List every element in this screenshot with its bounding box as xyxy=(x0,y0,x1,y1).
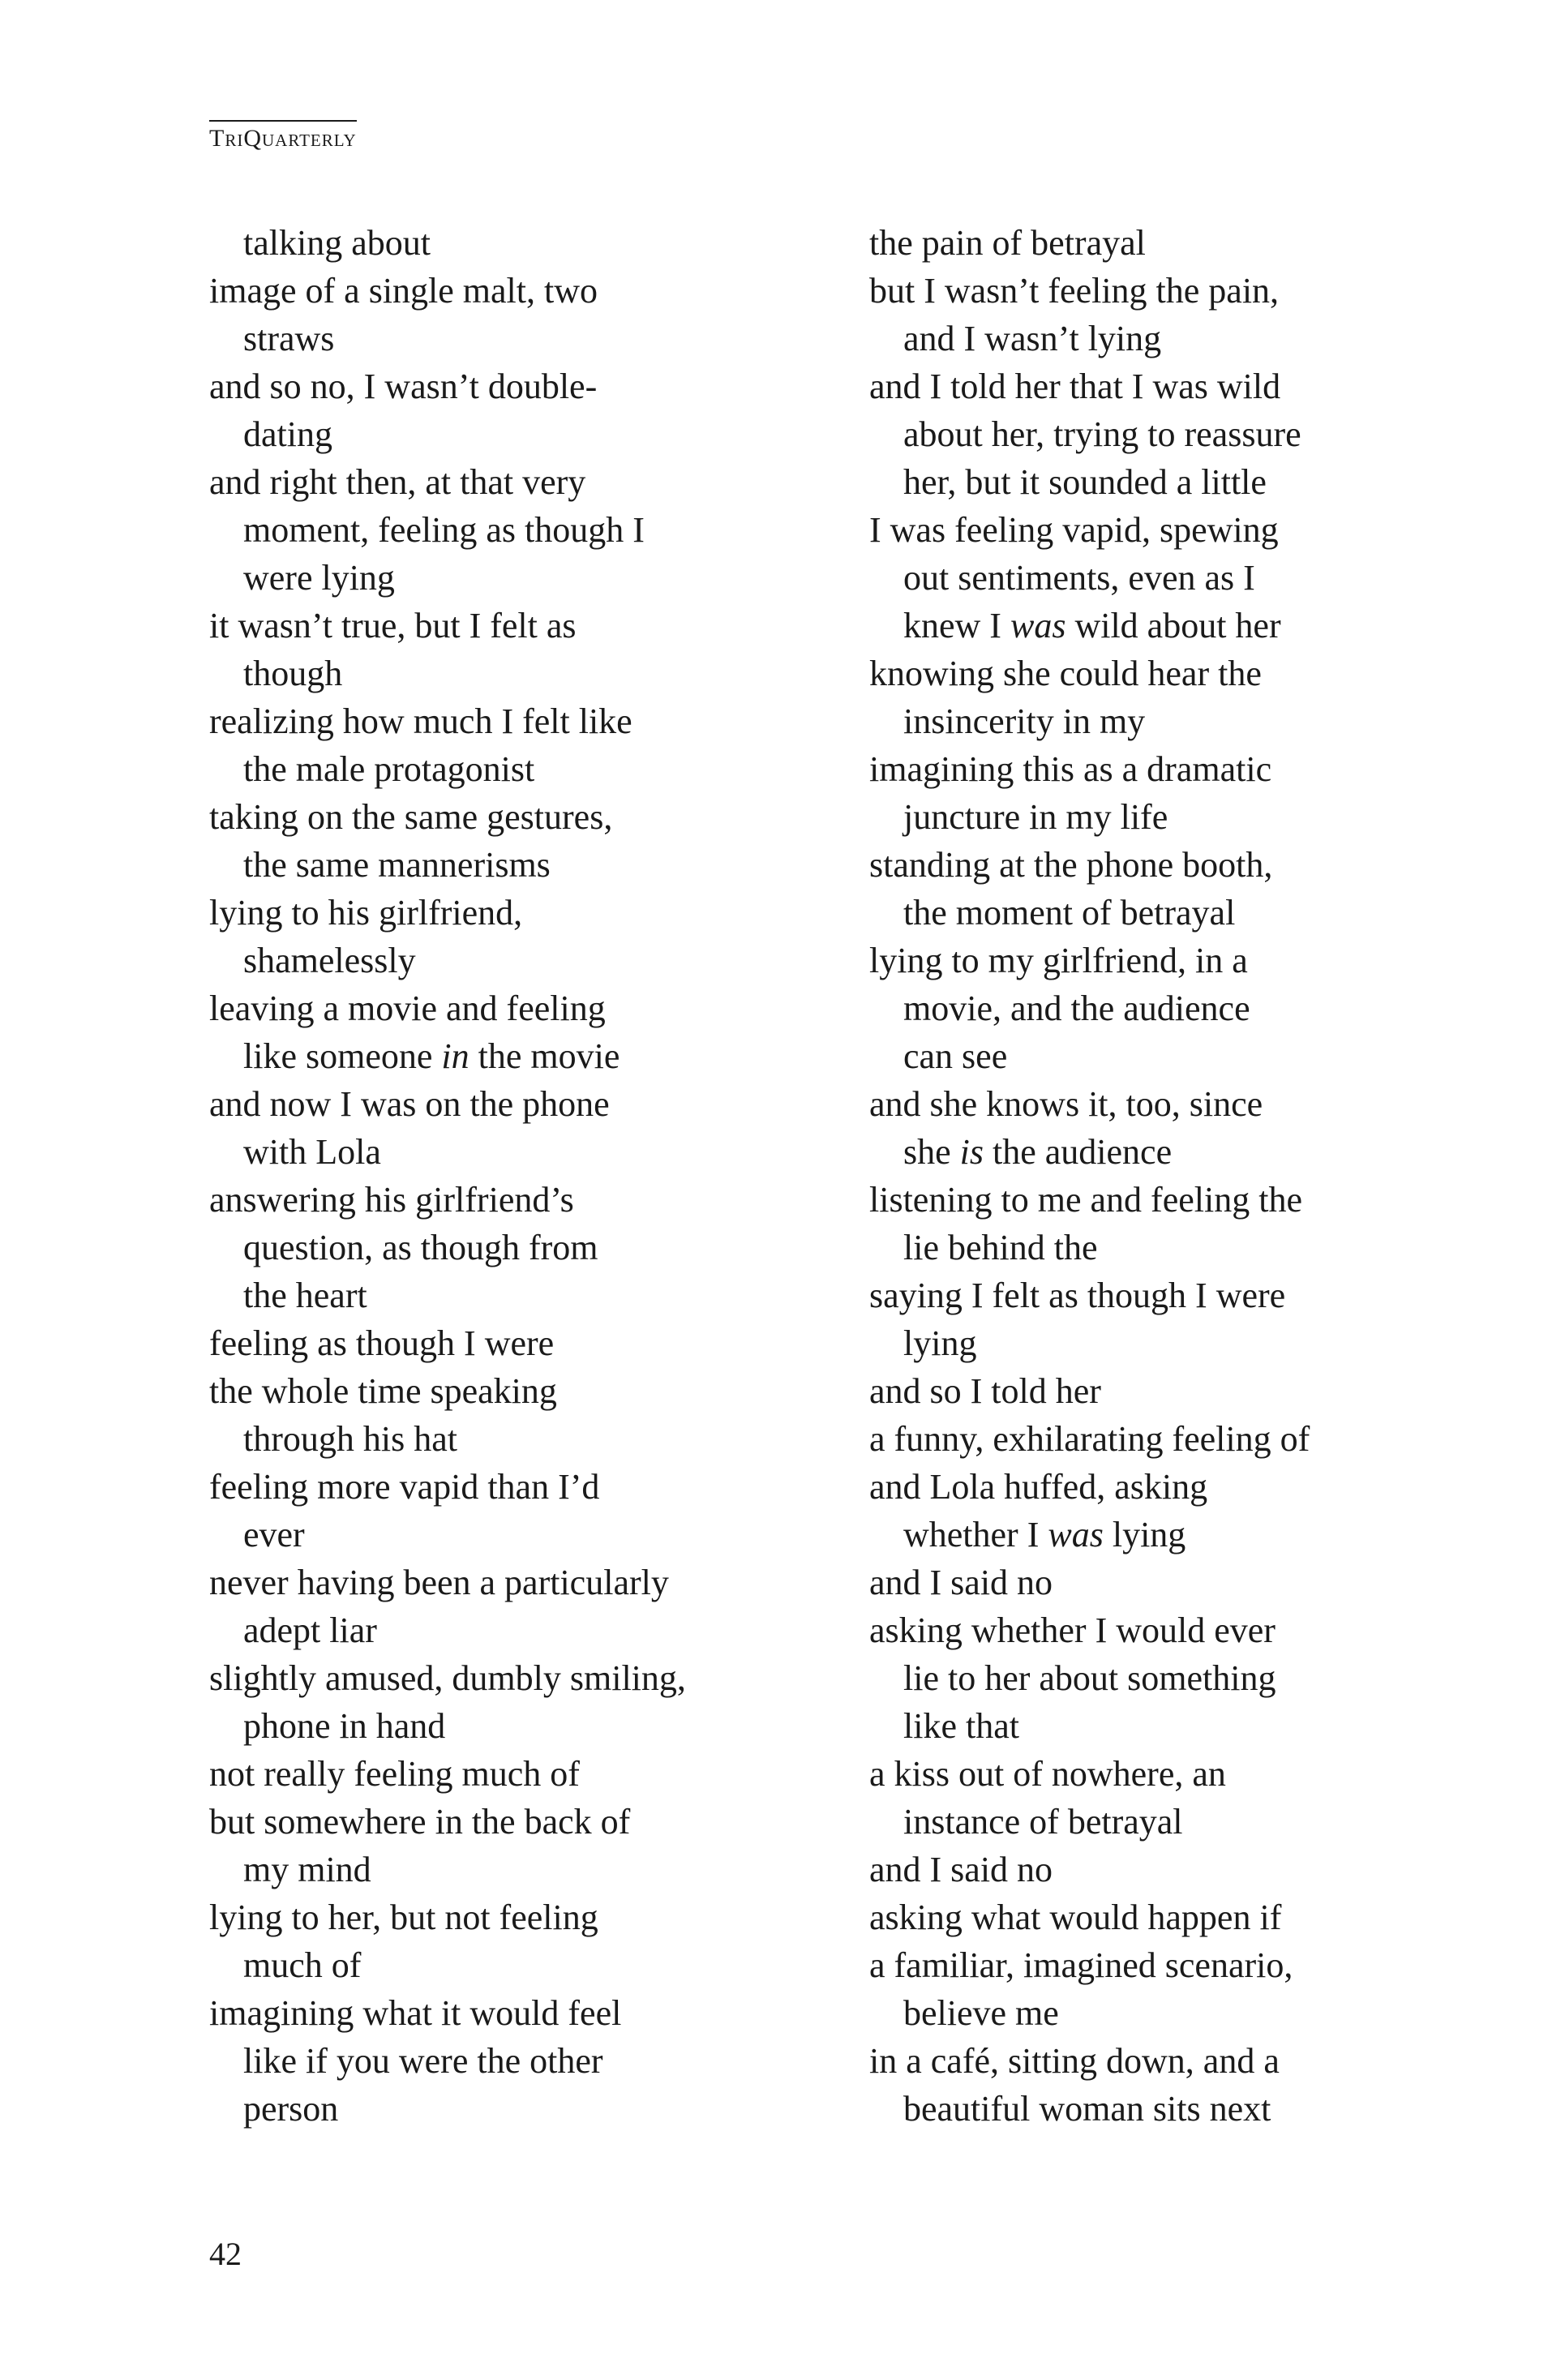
left-column xyxy=(209,219,825,2133)
poem-line: my mind xyxy=(243,1850,371,1889)
right-column xyxy=(869,219,1388,2133)
poem-line: dating xyxy=(243,414,332,454)
poem-line: imagining what it would feel xyxy=(209,1993,622,2033)
poem-line: lying xyxy=(903,1323,977,1363)
poem-line: a kiss out of nowhere, an xyxy=(869,1754,1226,1794)
poem-line: slightly amused, dumbly smiling, xyxy=(209,1658,686,1698)
poem-line: out sentiments, even as I xyxy=(903,558,1255,598)
poem-line: I was feeling vapid, spewing xyxy=(869,510,1279,550)
poem-line: adept liar xyxy=(243,1610,377,1650)
poem-line: juncture in my life xyxy=(903,797,1168,837)
poem-line: and right then, at that very xyxy=(209,462,586,502)
poem-line: the whole time speaking xyxy=(209,1371,557,1411)
poem-line: and so I told her xyxy=(869,1371,1101,1411)
journal-title: TriQuarterly xyxy=(209,125,357,152)
poem-line: like that xyxy=(903,1706,1019,1746)
poem-line: asking what would happen if xyxy=(869,1898,1282,1937)
poem-line: it wasn’t true, but I felt as xyxy=(209,606,577,645)
poem-line: imagining this as a dramatic xyxy=(869,749,1272,789)
poem-line: and I said no xyxy=(869,1563,1053,1602)
poem-line: shamelessly xyxy=(243,941,416,980)
poem-line: answering his girlfriend’s xyxy=(209,1180,574,1220)
poem-line: and so no, I wasn’t double- xyxy=(209,367,598,406)
poem-line: phone in hand xyxy=(243,1706,446,1746)
poem-line: the heart xyxy=(243,1276,367,1315)
poem-line: beautiful woman sits next xyxy=(903,2089,1271,2129)
poem-line: like someone in the movie xyxy=(243,1036,620,1076)
poem-line: in a café, sitting down, and a xyxy=(869,2041,1280,2081)
poem-line: ever xyxy=(243,1515,305,1555)
poem-line: lie behind the xyxy=(903,1228,1098,1267)
poem-line: feeling more vapid than I’d xyxy=(209,1467,600,1507)
poem-line: and I wasn’t lying xyxy=(903,319,1162,358)
poem-line: but somewhere in the back of xyxy=(209,1802,631,1842)
poem-line: lying to his girlfriend, xyxy=(209,893,523,933)
poem-line: and now I was on the phone xyxy=(209,1084,610,1124)
poem-line: about her, trying to reassure xyxy=(903,414,1301,454)
poem-line: the male protagonist xyxy=(243,749,535,789)
poem-line: insincerity in my xyxy=(903,701,1146,741)
poem-line: her, but it sounded a little xyxy=(903,462,1267,502)
poem-line: the same mannerisms xyxy=(243,845,551,885)
poem-line: talking about xyxy=(243,223,431,263)
poem-line: knowing she could hear the xyxy=(869,654,1262,693)
poem-line: she is the audience xyxy=(903,1132,1173,1172)
poem-line: asking whether I would ever xyxy=(869,1610,1276,1650)
poem-line: standing at the phone booth, xyxy=(869,845,1273,885)
poem-line: a familiar, imagined scenario, xyxy=(869,1945,1293,1985)
poem-line: through his hat xyxy=(243,1419,457,1459)
running-head xyxy=(209,120,357,151)
poem-line: and Lola huffed, asking xyxy=(869,1467,1208,1507)
poem-line: saying I felt as though I were xyxy=(869,1276,1286,1315)
poem-line: a funny, exhilarating feeling of xyxy=(869,1419,1310,1459)
poem-line: question, as though from xyxy=(243,1228,598,1267)
poem-line: much of xyxy=(243,1945,362,1985)
page-number: 42 xyxy=(209,2236,242,2272)
poem-line: the pain of betrayal xyxy=(869,223,1146,263)
poem-line: but I wasn’t feeling the pain, xyxy=(869,271,1280,311)
poem-line: listening to me and feeling the xyxy=(869,1180,1302,1220)
poem-line: like if you were the other xyxy=(243,2041,603,2081)
poem-line: and I told her that I was wild xyxy=(869,367,1281,406)
poem-line: straws xyxy=(243,319,335,358)
poem-line: never having been a particularly xyxy=(209,1563,669,1602)
poem-line: realizing how much I felt like xyxy=(209,701,632,741)
poem-line: feeling as though I were xyxy=(209,1323,555,1363)
poem-line: lying to her, but not feeling xyxy=(209,1898,598,1937)
poem-line: movie, and the audience xyxy=(903,988,1250,1028)
poem-line: and I said no xyxy=(869,1850,1053,1889)
poem-line: knew I was wild about her xyxy=(903,606,1281,645)
poem-line: and she knows it, too, since xyxy=(869,1084,1263,1124)
poem-line: moment, feeling as though I xyxy=(243,510,645,550)
poem-line: the moment of betrayal xyxy=(903,893,1236,933)
poem-line: can see xyxy=(903,1036,1008,1076)
poem-line: lying to my girlfriend, in a xyxy=(869,941,1248,980)
poem-line: person xyxy=(243,2089,339,2129)
poem-line: lie to her about something xyxy=(903,1658,1276,1698)
poem-line: not really feeling much of xyxy=(209,1754,580,1794)
poem-line: believe me xyxy=(903,1993,1059,2033)
poem-line: image of a single malt, two xyxy=(209,271,598,311)
poem-line: though xyxy=(243,654,343,693)
poem-line: were lying xyxy=(243,558,395,598)
poem-line: instance of betrayal xyxy=(903,1802,1183,1842)
poem-line: whether I was lying xyxy=(903,1515,1186,1555)
poem-line: taking on the same gestures, xyxy=(209,797,613,837)
poem-line: leaving a movie and feeling xyxy=(209,988,606,1028)
poem-line: with Lola xyxy=(243,1132,381,1172)
